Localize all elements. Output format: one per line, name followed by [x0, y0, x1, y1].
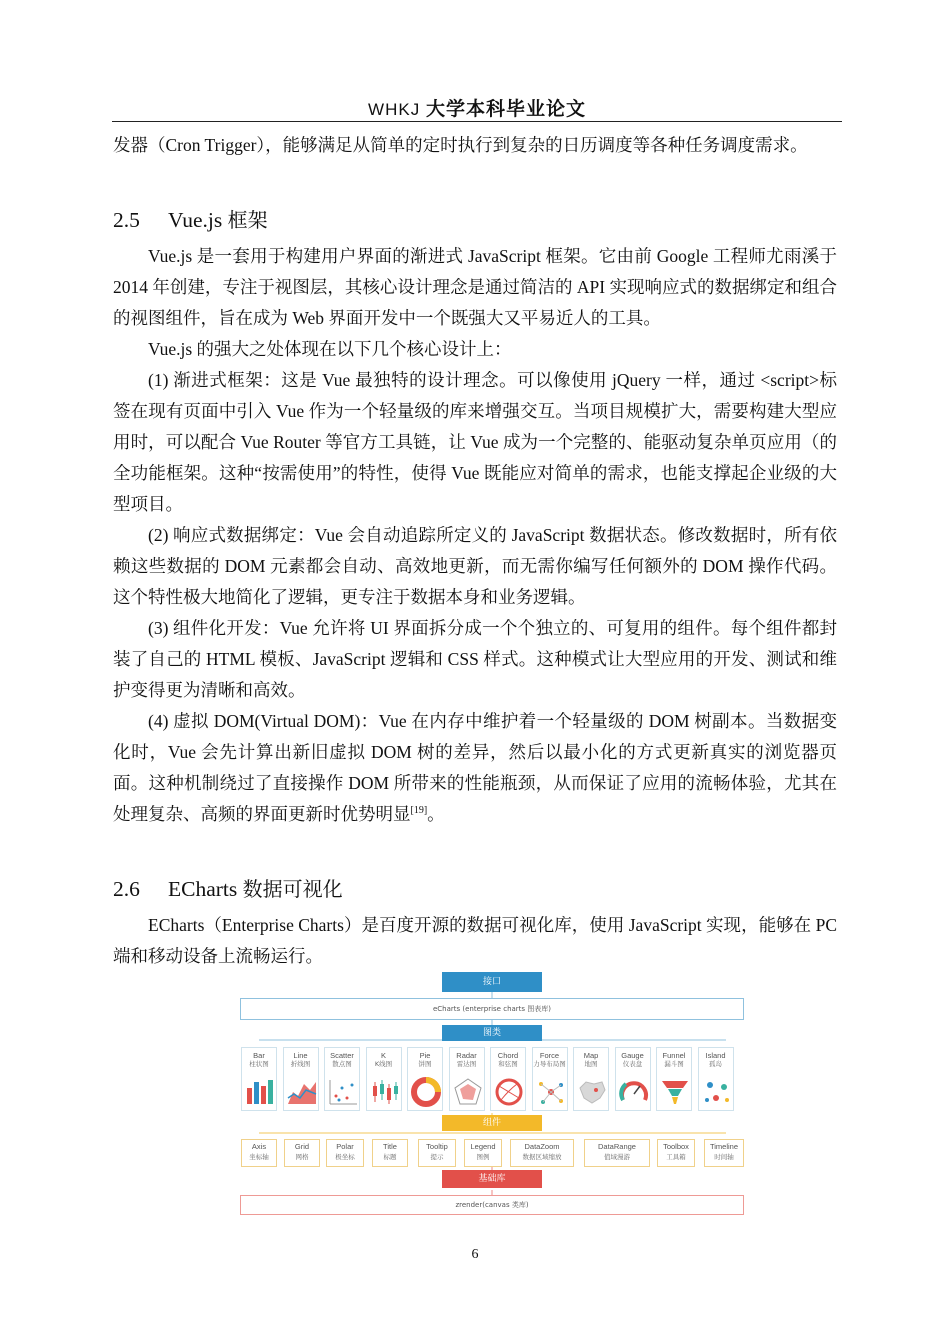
radar-icon	[452, 1076, 484, 1108]
component-en: Timeline	[709, 1142, 739, 1151]
chart-type-card	[656, 1047, 692, 1111]
echarts-architecture-figure	[238, 970, 746, 1218]
chart-type-en: K	[380, 1051, 386, 1060]
chart-type-en: Pie	[419, 1051, 431, 1060]
chart-type-card	[698, 1047, 734, 1111]
component-cn: 坐标轴	[249, 1153, 269, 1161]
chart-type-en: Line	[293, 1051, 308, 1060]
paragraph: (3) 组件化开发：Vue 允许将 UI 界面拆分成一个个独立的、可复用的组件。每个组件都封装了自己的 HTML 模板、JavaScript 逻辑和 CSS 样式。这种模式让大型应用的开发、测试和维护变得更为清晰和高效。	[113, 618, 837, 700]
component-en: DataRange	[598, 1142, 636, 1151]
component-card	[657, 1139, 695, 1167]
paragraph: (2) 响应式数据绑定：Vue 会自动追踪所定义的 JavaScript 数据状态。修改数据时，所有依赖这些数据的 DOM 元素都会自动、高效地更新，而无需你编写任何额外的 DOM 操作代码。这个特性极大地简化了逻辑，更专注于数据本身和业务逻辑。	[113, 525, 837, 607]
component-card	[464, 1139, 502, 1167]
component-cn: 时间轴	[714, 1153, 734, 1161]
island-icon	[701, 1076, 733, 1108]
page-header	[112, 94, 842, 121]
component-en: Tooltip	[426, 1142, 448, 1151]
component-en: Axis	[251, 1142, 267, 1151]
chart-type-en: Scatter	[330, 1051, 354, 1060]
chart-type-en: Funnel	[662, 1051, 686, 1060]
chart-type-cn: 漏斗图	[664, 1060, 684, 1068]
chart-type-card	[449, 1047, 485, 1111]
component-card	[584, 1139, 650, 1167]
section-heading-2-5	[113, 205, 837, 235]
paragraph: (1) 渐进式框架：这是 Vue 最独特的设计理念。可以像使用 jQuery 一样，通过 <script>标签在现有页面中引入 Vue 作为一个轻量级的库来增强交互。当项目规模扩大，需要构建大型应用时，可以配合 Vue Router 等官方工具链，让 Vue 成为一个完整的、能驱动复杂单页应用（的全功能框架。这种“按需使用”的特性，使得 Vue 既能应对简单的需求，也能支撑起企业级的大型项目。	[113, 370, 837, 514]
component-cn: 数据区域缩放	[522, 1153, 562, 1161]
component-cn: 极坐标	[335, 1153, 355, 1161]
chart-type-card	[615, 1047, 651, 1111]
component-en: Grid	[294, 1142, 310, 1151]
section-2-5-body	[113, 241, 837, 830]
base-library-bar: 基础库	[442, 1170, 542, 1188]
component-cn: 值域漫游	[604, 1153, 630, 1161]
gauge-icon	[618, 1076, 650, 1108]
component-card	[326, 1139, 364, 1167]
citation[interactable]: [19]	[410, 805, 428, 816]
component-cn: 网格	[295, 1153, 309, 1161]
component-card	[241, 1139, 277, 1167]
chart-type-card	[324, 1047, 360, 1111]
map-icon	[576, 1076, 608, 1108]
chart-type-card	[573, 1047, 609, 1111]
chart-type-cn: 散点图	[332, 1060, 352, 1068]
header-title: 大学本科毕业论文	[425, 99, 586, 120]
chart-type-en: Island	[705, 1051, 726, 1060]
header-rule	[112, 121, 842, 122]
section-title-en: Vue.js	[168, 208, 223, 232]
paragraph-text: (4) 虚拟 DOM(Virtual DOM)：Vue 在内存中维护着一个轻量级的 DOM 树副本。当数据变化时，Vue 会先计算出新旧虚拟 DOM 树的差异，然后以最小化的方式更新真实的浏览器页面。这种机制绕过了直接操作 DOM 所带来的性能瓶颈，从而保证了应用的流畅体验，尤其在处理复杂、高频的界面更新时优势明显	[113, 711, 837, 824]
component-card	[704, 1139, 744, 1167]
component-cn: 提示	[430, 1153, 444, 1161]
candlestick-icon	[369, 1076, 401, 1108]
force-icon	[535, 1076, 567, 1108]
chord-icon	[493, 1076, 525, 1108]
component-en: Polar	[336, 1142, 354, 1151]
chart-type-cn: 雷达图	[456, 1060, 477, 1068]
chart-type-cn: 仪表盘	[622, 1060, 643, 1068]
chart-type-cn: 和弦图	[498, 1060, 518, 1068]
chart-type-cn: K线图	[374, 1060, 393, 1068]
section-2-5	[113, 205, 837, 235]
component-card	[510, 1139, 574, 1167]
paragraph-end: 。	[427, 804, 445, 824]
section-title-en: ECharts	[168, 877, 238, 901]
chart-type-card	[490, 1047, 526, 1111]
paragraph: Vue.js 是一套用于构建用户界面的渐进式 JavaScript 框架。它由前 Google 工程师尤雨溪于 2014 年创建，专注于视图层，其核心设计理念是通过简洁的 API 实现响应式的数据绑定和组合的视图组件，旨在成为 Web 界面开发中一个既强大又平易近人的工具。	[113, 246, 837, 328]
component-cn: 标题	[383, 1153, 397, 1161]
chart-type-cn: 地图	[584, 1060, 598, 1068]
paragraph: ECharts（Enterprise Charts）是百度开源的数据可视化库，使用 JavaScript 实现，能够在 PC 端和移动设备上流畅运行。	[113, 915, 837, 966]
bar-icon	[244, 1076, 276, 1108]
funnel-icon	[659, 1076, 691, 1108]
chart-types-bar: 图类	[442, 1025, 542, 1041]
chart-type-card	[241, 1047, 277, 1111]
scatter-icon	[327, 1076, 359, 1108]
component-en: Toolbox	[663, 1142, 689, 1151]
chart-type-en: Map	[583, 1051, 599, 1060]
paragraph: Vue.js 的强大之处体现在以下几个核心设计上：	[148, 339, 512, 359]
section-number: 2.6	[113, 877, 140, 901]
component-card	[284, 1139, 320, 1167]
section-title-cn: 数据可视化	[242, 877, 343, 901]
component-card	[372, 1139, 408, 1167]
chart-type-en: Radar	[456, 1051, 477, 1060]
chart-type-en: Chord	[497, 1051, 519, 1060]
chart-type-card	[407, 1047, 443, 1111]
chart-type-card	[366, 1047, 402, 1111]
line-icon	[286, 1076, 318, 1108]
component-cn: 图例	[476, 1153, 490, 1161]
chart-type-card	[283, 1047, 319, 1111]
chart-type-en: Bar	[253, 1051, 265, 1060]
header-org: WHKJ	[368, 100, 421, 119]
chart-type-en: Gauge	[621, 1051, 644, 1060]
chart-type-en: Force	[539, 1051, 560, 1060]
chart-type-cn: 孤岛	[709, 1060, 722, 1068]
section-number: 2.5	[113, 208, 140, 232]
interface-bar: 接口	[442, 972, 542, 992]
chart-type-cn: 折线图	[290, 1060, 311, 1068]
components-bar: 组件	[442, 1115, 542, 1131]
section-title-cn: 框架	[227, 208, 268, 232]
pie-icon	[410, 1076, 442, 1108]
chart-type-cn: 饼图	[418, 1060, 432, 1068]
component-en: Legend	[470, 1142, 496, 1151]
component-en: Title	[383, 1142, 397, 1151]
echarts-library-box: eCharts (enterprise charts 图表库)	[240, 998, 744, 1020]
section-2-6-body	[113, 910, 837, 972]
body-top	[113, 130, 837, 161]
component-card	[418, 1139, 456, 1167]
component-en: DataZoom	[524, 1142, 560, 1151]
component-cn: 工具箱	[666, 1153, 686, 1161]
page-number: 6	[471, 1247, 479, 1262]
chart-type-cn: 力导布局图	[533, 1060, 566, 1068]
section-2-6	[113, 874, 837, 904]
section-heading-2-6	[113, 874, 837, 904]
paragraph	[113, 706, 837, 830]
chart-type-card	[532, 1047, 568, 1111]
chart-type-cn: 柱状图	[249, 1060, 269, 1068]
paragraph-continued: 发器（Cron Trigger），能够满足从简单的定时执行到复杂的日历调度等各种任务调度需求。	[113, 135, 808, 155]
zrender-box: zrender(canvas 类库)	[240, 1195, 744, 1215]
